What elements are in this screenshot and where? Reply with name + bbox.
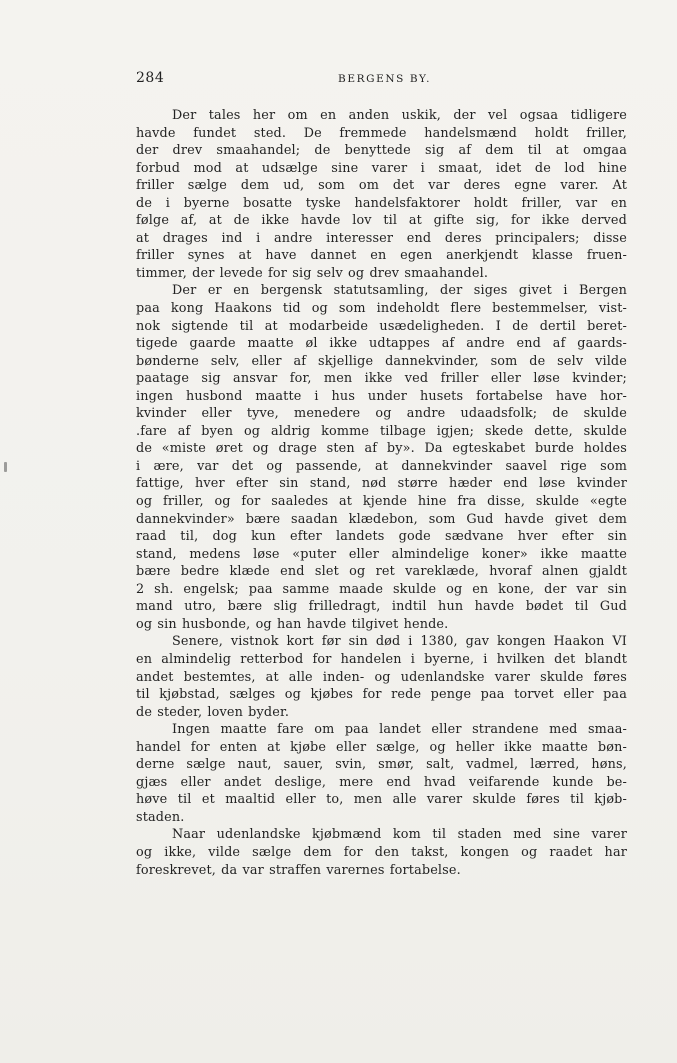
running-title: BERGENS BY. xyxy=(338,73,432,85)
text-line: at drages ind i andre interesser end deres principalers; disse xyxy=(136,230,627,246)
text-line: gjæs eller andet deslige, mere end hvad veifarende kunde be- xyxy=(136,774,627,790)
text-line: tigede gaarde maatte øl ikke udtappes af andre end af gaards- xyxy=(136,336,627,352)
text-line: foreskrevet, da var straffen varernes fortabelse. xyxy=(136,862,461,878)
text-line: bære bedre klæde end slet og ret vareklæde, hvoraf alnen gjaldt xyxy=(136,564,627,580)
text-line: ingen husbond maatte i hus under husets fortabelse have hor- xyxy=(136,388,627,404)
text-line: nok sigtende til at modarbeide usædeligheden. I de dertil beret- xyxy=(136,318,627,334)
text-line: de i byerne bosatte tyske handelsfaktorer holdt friller, var en xyxy=(136,195,627,211)
text-line: Der tales her om en anden uskik, der vel ogsaa tidligere xyxy=(172,108,627,123)
text-line: Der er en bergensk statutsamling, der siges givet i Bergen xyxy=(172,283,627,299)
text-line: bønderne selv, eller af skjellige dannekvinder, som de selv vilde xyxy=(136,353,627,369)
text-line: handel for enten at kjøbe eller sælge, og heller ikke maatte bøn- xyxy=(136,739,627,755)
text-line: Naar udenlandske kjøbmænd kom til staden med sine varer xyxy=(172,827,627,843)
text-line: 2 sh. engelsk; paa samme maade skulde og en kone, der var sin xyxy=(136,581,627,597)
text-line: andet bestemtes, at alle inden- og udenlandske varer skulde føres xyxy=(136,669,627,685)
text-line: friller synes at have dannet en egen anerkjendt klasse fruen- xyxy=(136,248,627,264)
text-line: raad til, dog kun efter landets gode sædvane hver efter sin xyxy=(136,529,627,545)
text-line: forbud mod at udsælge sine varer i smaat, idet de lod hine xyxy=(136,160,627,176)
text-line: havde fundet sted. De fremmede handelsmænd holdt friller, xyxy=(136,125,627,141)
text-line: Senere, vistnok kort før sin død i 1380, gav kongen Haakon VI xyxy=(172,634,627,650)
text-line: de steder, loven byder. xyxy=(136,704,290,720)
text-line: friller sælge dem ud, som om det var deres egne varer. At xyxy=(136,178,627,194)
text-line: følge af, at de ikke havde lov til at gifte sig, for ikke derved xyxy=(136,213,627,229)
text-line: og friller, og for saaledes at kjende hine fra disse, skulde «egte xyxy=(136,494,627,510)
text-line: en almindelig retterbod for handelen i byerne, i hvilken det blandt xyxy=(136,651,627,667)
text-line: dannekvinder» bære saadan klædebon, som Gud havde givet dem xyxy=(136,511,627,527)
text-line: høve til et maaltid eller to, men alle varer skulde føres til kjøb- xyxy=(136,792,627,808)
text-line: stand, medens løse «puter eller almindelige koner» ikke maatte xyxy=(136,546,627,562)
text-line: og ikke, vilde sælge dem for den takst, kongen og raadet har xyxy=(136,844,627,860)
text-line: .fare af byen og aldrig komme tilbage igjen; skede dette, skulde xyxy=(136,423,627,439)
text-line: de «miste øret og drage sten af by». Da egteskabet burde holdes xyxy=(136,441,627,457)
text-line: paatage sig ansvar for, men ikke ved friller eller løse kvinder; xyxy=(136,371,627,387)
text-line: fattige, hver efter sin stand, nød større hæder end løse kvinder xyxy=(136,476,627,492)
text-line: til kjøbstad, sælges og kjøbes for rede penge paa torvet eller paa xyxy=(136,687,627,703)
page-number: 284 xyxy=(136,70,165,86)
text-line: timmer, der levede for sig selv og drev smaahandel. xyxy=(136,265,489,281)
text-line: og sin husbonde, og han havde tilgivet hende. xyxy=(136,616,449,632)
margin-mark xyxy=(4,462,7,472)
text-line: Ingen maatte fare om paa landet eller strandene med smaa- xyxy=(172,722,627,738)
text-line: derne sælge naut, sauer, svin, smør, salt, vadmel, lærred, høns, xyxy=(136,757,627,773)
text-line: kvinder eller tyve, menedere og andre udaadsfolk; de skulde xyxy=(136,406,627,422)
text-line: staden. xyxy=(136,809,185,825)
text-line: i ære, var det og passende, at dannekvinder saavel rige som xyxy=(136,458,627,474)
text-line: paa kong Haakons tid og som indeholdt flere bestemmelser, vist- xyxy=(136,301,627,317)
body-text xyxy=(136,107,627,879)
text-line: der drev smaahandel; de benyttede sig af dem til at omgaa xyxy=(136,143,627,159)
text-line: mand utro, bære slig frilledragt, indtil hun havde bødet til Gud xyxy=(136,599,627,615)
